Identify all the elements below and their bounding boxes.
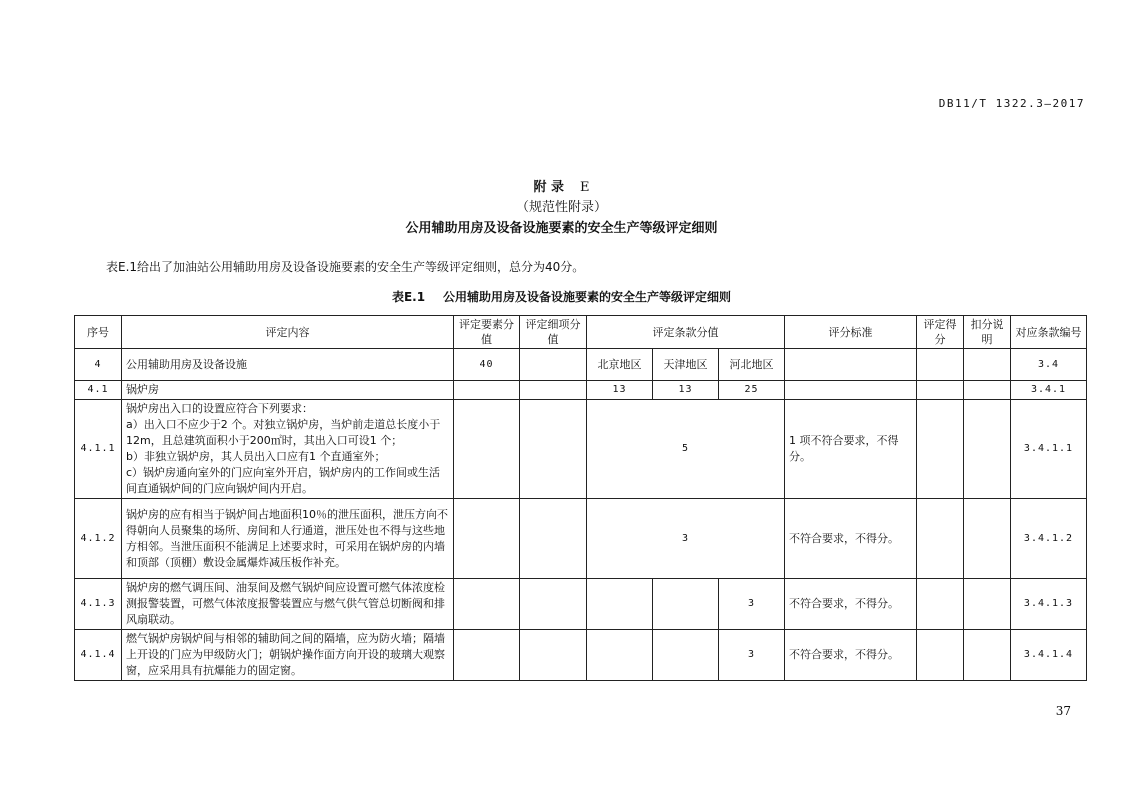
content-line: b）非独立锅炉房，其人员出入口应有1 个直通室外； (126, 450, 386, 463)
table-row (75, 349, 1087, 381)
row-got (917, 381, 964, 400)
row-seq: 4.1.3 (75, 579, 122, 630)
score-tianjin: 13 (653, 381, 719, 400)
row-element-score (454, 499, 520, 579)
row-element-score (454, 630, 520, 681)
row-clause-score: 5 (587, 400, 785, 499)
row-deduct (964, 349, 1011, 381)
row-got (917, 630, 964, 681)
score-hebei: 25 (719, 381, 785, 400)
row-score-hebei: 3 (719, 630, 785, 681)
row-got (917, 579, 964, 630)
table-row (75, 579, 1087, 630)
row-clause-score: 3 (587, 499, 785, 579)
row-score-beijing (587, 630, 653, 681)
row-content: 锅炉房的应有相当于锅炉间占地面积10％的泄压面积，泄压方向不得朝向人员聚集的场所、房间和人行通道，泄压处也不得与这些地方相邻。当泄压面积不能满足上述要求时，可采用在锅炉房的内墙和顶部（顶棚）敷设金属爆炸减压板作补充。 (122, 499, 454, 579)
row-content: 燃气锅炉房锅炉间与相邻的辅助间之间的隔墙，应为防火墙；隔墙上开设的门应为甲级防火门；朝锅炉操作面方向开设的玻璃大观察窗，应采用具有抗爆能力的固定窗。 (122, 630, 454, 681)
row-seq: 4.1.2 (75, 499, 122, 579)
row-element-score: 40 (454, 349, 520, 381)
normative-note: （规范性附录） (515, 200, 607, 215)
header-content: 评定内容 (122, 316, 454, 349)
row-item-score (520, 400, 587, 499)
row-deduct (964, 381, 1011, 400)
region-tianjin: 天津地区 (653, 349, 719, 381)
row-clause: 3.4.1.3 (1011, 579, 1087, 630)
header-item-score: 评定细项分值 (520, 316, 587, 349)
row-criteria: 不符合要求，不得分。 (785, 499, 917, 579)
header-element-score: 评定要素分值 (454, 316, 520, 349)
header-deduct: 扣分说明 (964, 316, 1011, 349)
row-element-score (454, 381, 520, 400)
appendix-heading (0, 176, 1123, 195)
row-seq: 4 (75, 349, 122, 381)
row-clause: 3.4.1.4 (1011, 630, 1087, 681)
content-line: a）出入口不应少于2 个。对独立锅炉房，当炉前走道总长度小于12m，且总建筑面积小于200㎡时，其出入口可设1 个； (126, 418, 441, 447)
row-item-score (520, 579, 587, 630)
header-clause-score: 评定条款分值 (587, 316, 785, 349)
header-criteria: 评分标准 (785, 316, 917, 349)
table-caption-number: 表E.1 (391, 290, 426, 304)
row-got (917, 499, 964, 579)
intro-paragraph: 表E.1给出了加油站公用辅助用房及设备设施要素的安全生产等级评定细则，总分为40分。 (106, 260, 585, 274)
evaluation-table (74, 315, 1087, 681)
row-seq: 4.1.4 (75, 630, 122, 681)
row-deduct (964, 579, 1011, 630)
row-got (917, 400, 964, 499)
row-element-score (454, 579, 520, 630)
row-clause: 3.4.1.1 (1011, 400, 1087, 499)
content-line: 锅炉房出入口的设置应符合下列要求： (126, 402, 313, 415)
table-row (75, 400, 1087, 499)
row-score-hebei: 3 (719, 579, 785, 630)
header-got: 评定得分 (917, 316, 964, 349)
appendix-letter: E (580, 180, 590, 195)
row-seq: 4.1.1 (75, 400, 122, 499)
row-content: 锅炉房的燃气调压间、油泵间及燃气锅炉间应设置可燃气体浓度检测报警装置，可燃气体浓度报警装置应与燃气供气管总切断阀和排风扇联动。 (122, 579, 454, 630)
row-criteria: 不符合要求，不得分。 (785, 630, 917, 681)
appendix-label: 附 录 (533, 180, 565, 195)
row-score-tianjin (653, 630, 719, 681)
row-criteria: 1 项不符合要求，不得分。 (785, 400, 917, 499)
row-content (122, 400, 454, 499)
header-clause-no: 对应条款编号 (1011, 316, 1087, 349)
row-content: 公用辅助用房及设备设施 (122, 349, 454, 381)
row-clause: 3.4 (1011, 349, 1087, 381)
table-caption (0, 288, 1123, 305)
header-seq: 序号 (75, 316, 122, 349)
appendix-title: 公用辅助用房及设备设施要素的安全生产等级评定细则 (405, 221, 718, 236)
row-content: 锅炉房 (122, 381, 454, 400)
row-item-score (520, 499, 587, 579)
region-beijing: 北京地区 (587, 349, 653, 381)
content-line: c）锅炉房通向室外的门应向室外开启，锅炉房内的工作间或生活间直通锅炉间的门应向锅炉间内开启。 (126, 466, 441, 495)
table-header-row (75, 316, 1087, 349)
row-deduct (964, 499, 1011, 579)
row-clause: 3.4.1 (1011, 381, 1087, 400)
table-row (75, 381, 1087, 400)
row-got (917, 349, 964, 381)
row-criteria (785, 381, 917, 400)
table-caption-title: 公用辅助用房及设备设施要素的安全生产等级评定细则 (443, 290, 732, 304)
score-beijing: 13 (587, 381, 653, 400)
row-criteria: 不符合要求，不得分。 (785, 579, 917, 630)
standard-code: DB11/T 1322.3—2017 (938, 97, 1085, 110)
row-deduct (964, 400, 1011, 499)
table-row (75, 499, 1087, 579)
table-row (75, 630, 1087, 681)
row-seq: 4.1 (75, 381, 122, 400)
row-item-score (520, 630, 587, 681)
row-criteria (785, 349, 917, 381)
page-number: 37 (1055, 704, 1071, 718)
row-score-tianjin (653, 579, 719, 630)
region-hebei: 河北地区 (719, 349, 785, 381)
row-deduct (964, 630, 1011, 681)
row-score-beijing (587, 579, 653, 630)
row-clause: 3.4.1.2 (1011, 499, 1087, 579)
row-item-score (520, 381, 587, 400)
row-element-score (454, 400, 520, 499)
row-item-score (520, 349, 587, 381)
